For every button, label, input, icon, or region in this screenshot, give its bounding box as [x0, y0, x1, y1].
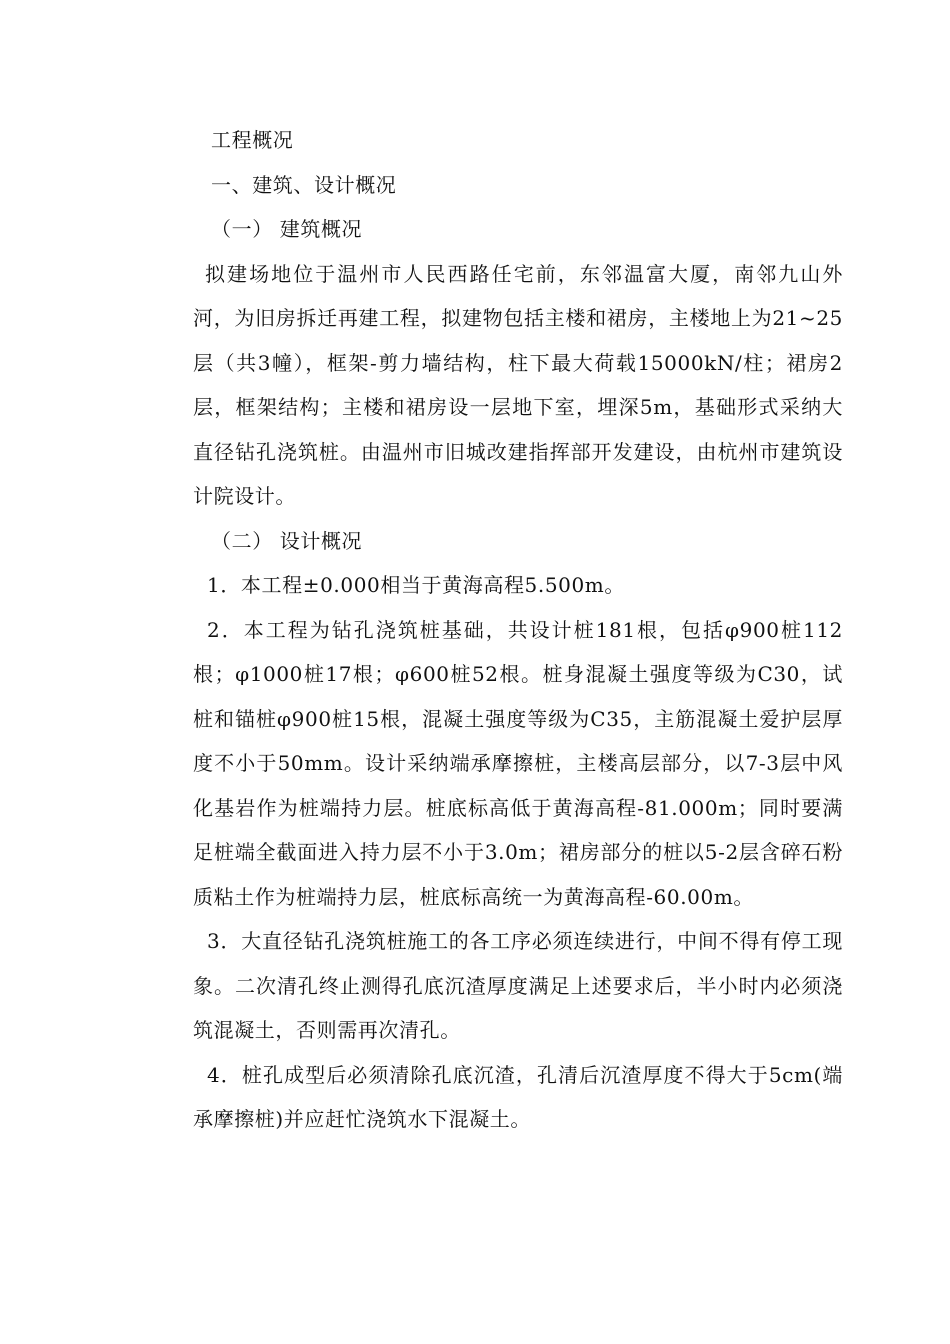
- subsection-heading-design: （二） 设计概况: [211, 528, 363, 553]
- document-body: [193, 118, 843, 1142]
- list-item-4: 4．桩孔成型后必须清除孔底沉渣，孔清后沉渣厚度不得大于5cm(端承摩擦桩)并应赶忙浇筑水下混凝土。: [193, 1062, 843, 1131]
- list-item-1: 1．本工程±0.000相当于黄海高程5.500m。: [207, 573, 625, 597]
- document-title: 工程概况: [211, 128, 294, 152]
- list-item-3: 3．大直径钻孔浇筑桩施工的各工序必须连续进行，中间不得有停工现象。二次清孔终止测得孔底沉渣厚度满足上述要求后，半小时内必须浇筑混凝土，否则需再次清孔。: [193, 929, 843, 1042]
- subsection-heading-architecture: （一） 建筑概况: [211, 217, 363, 241]
- list-item-2: 2．本工程为钻孔浇筑桩基础，共设计桩181根，包括φ900桩112根；φ1000桩17根；φ600桩52根。桩身混凝土强度等级为C30，试桩和锚桩φ900桩15根，混凝土强度等级为C35，主筋混凝土爱护层厚度不小于50mm。设计采纳端承摩擦桩，主楼高层部分，以7-3层中风化基岩作为桩端持力层。桩底标高低于黄海高程-81.000m；同时要满足桩端全截面进入持力层不小于3.0m；裙房部分的桩以5-2层含碎石粉质粘土作为桩端持力层，桩底标高统一为黄海高程-60.00m。: [193, 617, 843, 909]
- section-heading-architecture-design: 一、建筑、设计概况: [211, 172, 397, 197]
- paragraph-architecture-overview: 拟建场地位于温州市人民西路任宅前，东邻温富大厦，南邻九山外河，为旧房拆迁再建工程，拟建物包括主楼和裙房，主楼地上为21~25层（共3幢），框架-剪力墙结构，柱下最大荷载15000kN/柱；裙房2层，框架结构；主楼和裙房设一层地下室，埋深5m，基础形式采纳大直径钻孔浇筑桩。由温州市旧城改建指挥部开发建设，由杭州市建筑设计院设计。: [193, 261, 843, 508]
